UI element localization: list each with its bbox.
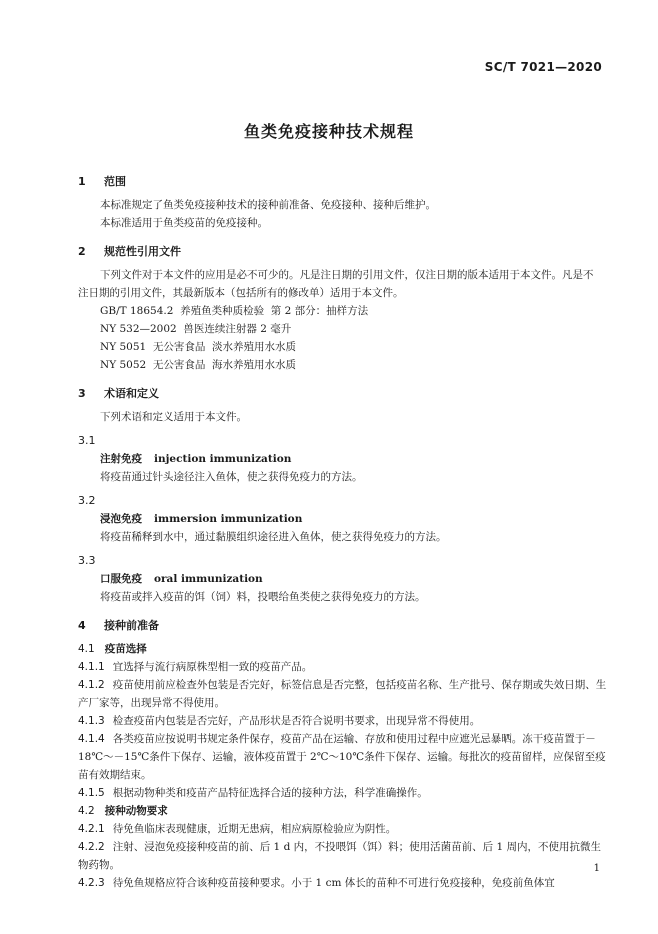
section-3-heading: 3 术语和定义 xyxy=(78,387,159,400)
clause-item: 4.1.1 宜选择与流行病原株型相一致的疫苗产品。 xyxy=(78,661,313,673)
term-definition: 将疫苗稀释到水中，通过黏膜组织途径进入鱼体，使之获得免疫力的方法。 xyxy=(100,531,447,543)
term-number: 3.3 xyxy=(78,554,96,567)
term-title: 浸泡免疫 immersion immunization xyxy=(100,513,303,525)
reference-item: NY 5052 无公害食品 海水养殖用水水质 xyxy=(100,359,297,371)
paragraph: 下列术语和定义适用于本文件。 xyxy=(100,411,247,423)
reference-item: GB/T 18654.2 养殖鱼类种质检验 第 2 部分：抽样方法 xyxy=(100,305,369,317)
paragraph: 下列文件对于本文件的应用是必不可少的。凡是注日期的引用文件，仅注日期的版本适用于本文件。凡是不注日期的引用文件，其最新版本（包括所有的修改单）适用于本文件。 xyxy=(78,269,594,299)
clause-item: 4.1.5 根据动物种类和疫苗产品特征选择合适的接种方法，科学准确操作。 xyxy=(78,787,428,799)
clause-item: 4.1.3 检查疫苗内包装是否完好，产品形状是否符合说明书要求，出现异常不得使用。 xyxy=(78,715,481,727)
term-definition: 将疫苗通过针头途径注入鱼体，使之获得免疫力的方法。 xyxy=(100,471,363,483)
paragraph: 本标准适用于鱼类疫苗的免疫接种。 xyxy=(100,217,268,229)
clause-item: 4.2.3 待免鱼规格应符合该种疫苗接种要求。小于 1 cm 体长的苗种不可进行免疫接种，免疫前鱼体宜 xyxy=(78,877,555,889)
document-title: 鱼类免疫接种技术规程 xyxy=(243,122,414,141)
reference-item: NY 532—2002 兽医连续注射器 2 毫升 xyxy=(100,323,292,335)
standard-code: SC/T 7021—2020 xyxy=(484,60,602,74)
term-number: 3.2 xyxy=(78,494,96,507)
term-title: 注射免疫 injection immunization xyxy=(100,453,292,465)
clause-item: 4.1.4 各类疫苗应按说明书规定条件保存，疫苗产品在运输、存放和使用过程中应遮光忌暴晒。冻干疫苗置于－18℃～－15℃条件下保存、运输，液体疫苗置于 2℃～10℃条件下保存、运输。每批次的疫苗留样，应保留至疫苗有效期结束。 xyxy=(78,733,606,781)
page-number: 1 xyxy=(593,863,600,874)
section-2-heading: 2 规范性引用文件 xyxy=(78,245,181,258)
clause-item: 4.2.2 注射、浸泡免疫接种疫苗的前、后 1 d 内，不投喂饵（饵）料；使用活菌苗前、后 1 周内，不使用抗微生物药物。 xyxy=(78,841,601,871)
paragraph: 本标准规定了鱼类免疫接种技术的接种前准备、免疫接种、接种后维护。 xyxy=(100,199,436,211)
section-4-heading: 4 接种前准备 xyxy=(78,619,159,632)
subsection-4-2-heading: 4.2 接种动物要求 xyxy=(78,805,168,817)
term-title: 口服免疫 oral immunization xyxy=(100,573,263,585)
clause-item: 4.1.2 疫苗使用前应检查外包装是否完好，标签信息是否完整，包括疫苗名称、生产批号、保存期或失效日期、生产厂家等，出现异常不得使用。 xyxy=(78,679,607,709)
term-definition: 将疫苗或拌入疫苗的饵（饲）料，投喂给鱼类使之获得免疫力的方法。 xyxy=(100,591,426,603)
clause-item: 4.2.1 待免鱼临床表现健康，近期无患病，相应病原检验应为阴性。 xyxy=(78,823,397,835)
term-number: 3.1 xyxy=(78,434,96,447)
section-1-heading: 1 范围 xyxy=(78,175,126,188)
document-body xyxy=(78,172,608,892)
reference-item: NY 5051 无公害食品 淡水养殖用水水质 xyxy=(100,341,297,353)
subsection-4-1-heading: 4.1 疫苗选择 xyxy=(78,643,147,655)
